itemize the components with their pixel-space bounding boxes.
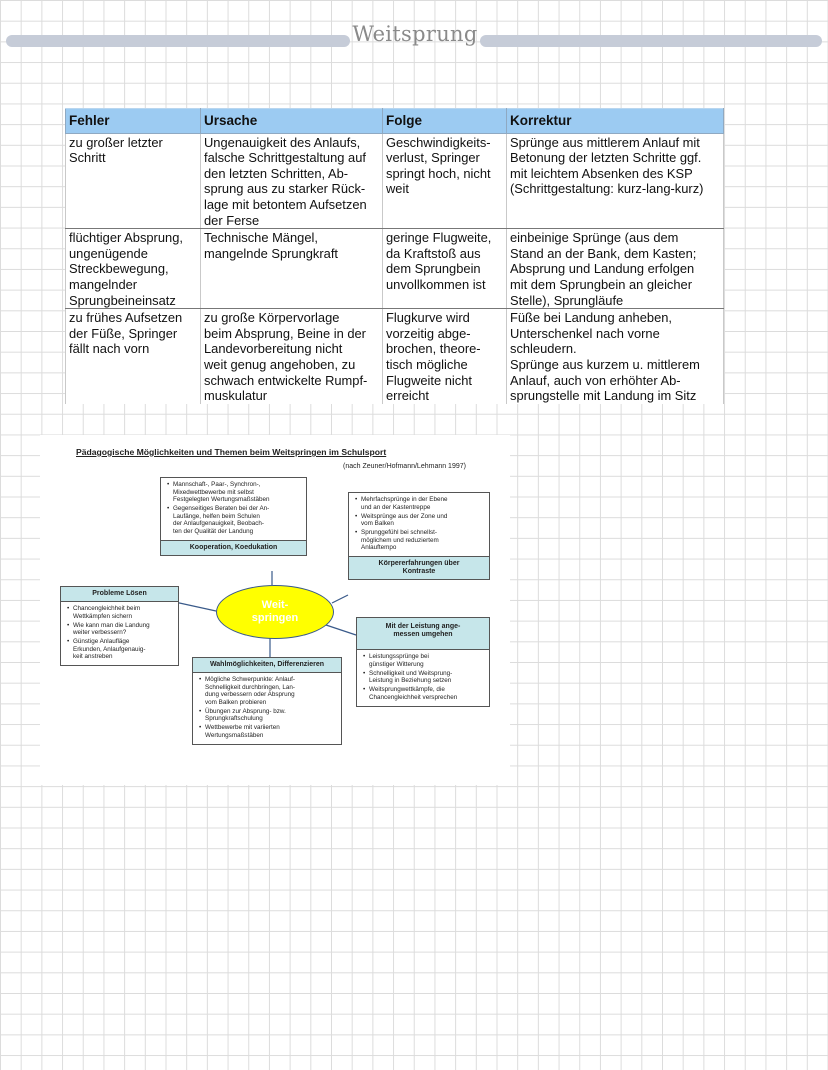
header-korrektur: Korrektur bbox=[507, 109, 724, 134]
koerper-list bbox=[349, 493, 489, 556]
box-probleme-loesen bbox=[60, 586, 179, 666]
diagram-source: (nach Zeuner/Hofmann/Lehmann 1997) bbox=[343, 463, 466, 470]
box-leistung bbox=[356, 617, 490, 707]
list-item: • Weitsprungwettkämpfe, die Chancengleichheit versprechen bbox=[364, 686, 486, 701]
cell-fehler: zu frühes Aufsetzen der Füße, Springer fällt nach vorn bbox=[66, 309, 201, 404]
list-item: • Sprunggefühl bei schnellst- möglichem und reduziertem Anlauftempo bbox=[356, 529, 486, 552]
list-item: • Weitsprünge aus der Zone und vom Balken bbox=[356, 513, 486, 528]
table-row bbox=[66, 133, 724, 229]
cell-fehler: flüchtiger Absprung, ungenügende Streckbewegung, mangelnder Sprungbeineinsatz bbox=[66, 229, 201, 309]
title-rule-right bbox=[480, 35, 822, 47]
box-koerpererfahrungen bbox=[348, 492, 490, 580]
koerper-heading: Körpererfahrungen über Kontraste bbox=[349, 556, 489, 579]
box-wahlmoeglichkeiten bbox=[192, 657, 342, 745]
mindmap-diagram bbox=[40, 435, 510, 785]
list-item: • Übungen zur Absprung- bzw. Sprungkraftschulung bbox=[200, 708, 338, 723]
cell-folge: geringe Flugweite, da Kraftstoß aus dem Sprungbein unvollkommen ist bbox=[383, 229, 507, 309]
cell-folge: Geschwindigkeits- verlust, Springer springt hoch, nicht weit bbox=[383, 133, 507, 229]
cell-folge: Flugkurve wird vorzeitig abge- brochen, theore- tisch mögliche Flugweite nicht erreicht bbox=[383, 309, 507, 404]
header-ursache: Ursache bbox=[201, 109, 383, 134]
cell-korrektur: Sprünge aus mittlerem Anlauf mit Betonung der letzten Schritte ggf. mit leichtem Absenken des KSP (Schrittgestaltung: kurz-lang-kurz) bbox=[507, 133, 724, 229]
connector-right-bottom bbox=[326, 625, 356, 635]
header-folge: Folge bbox=[383, 109, 507, 134]
header-fehler: Fehler bbox=[66, 109, 201, 134]
kooperation-heading: Kooperation, Koedukation bbox=[161, 540, 306, 555]
page-title: Weitsprung bbox=[352, 22, 478, 46]
table-row bbox=[66, 229, 724, 309]
table-row bbox=[66, 309, 724, 404]
list-item: • Günstige Anlaufläge Erkunden, Anlaufgenauig- keit anstreben bbox=[68, 638, 175, 661]
cell-korrektur: einbeinige Sprünge (aus dem Stand an der Bank, dem Kasten; Absprung und Landung erfolgen mit dem Sprungbein an gleicher Stelle), Sprungläufe bbox=[507, 229, 724, 309]
title-rule-left bbox=[6, 35, 350, 47]
probleme-list bbox=[61, 602, 178, 665]
cell-ursache: Technische Mängel, mangelnde Sprungkraft bbox=[201, 229, 383, 309]
list-item: • Chancengleichheit beim Wettkämpfen sichern bbox=[68, 605, 175, 620]
wahl-list bbox=[193, 673, 341, 744]
cell-korrektur: Füße bei Landung anheben, Unterschenkel nach vorne schleudern. Sprünge aus kurzem u. mittlerem Anlauf, auch von erhöhter Ab- sprungstelle mit Landung im Sitz bbox=[507, 309, 724, 404]
cell-fehler: zu großer letzter Schritt bbox=[66, 133, 201, 229]
list-item: • Leistungssprünge bei günstiger Witterung bbox=[364, 653, 486, 668]
kooperation-list bbox=[161, 478, 306, 540]
center-node-label: Weit- springen bbox=[251, 599, 299, 624]
box-kooperation bbox=[160, 477, 307, 556]
cell-ursache: Ungenauigkeit des Anlaufs, falsche Schrittgestaltung auf den letzten Schritten, Ab- sprung aus zu starker Rück- lage mit betontem Aufsetzen der Ferse bbox=[201, 133, 383, 229]
probleme-heading: Probleme Lösen bbox=[61, 587, 178, 602]
leistung-list bbox=[357, 650, 489, 706]
connector-right-top bbox=[332, 595, 348, 603]
table-header-row bbox=[66, 109, 724, 134]
error-table bbox=[65, 108, 724, 404]
list-item: • Mannschaft-, Paar-, Synchron-, Mixedwettbewerbe mit selbst Festgelegten Wertungsmaßstäben bbox=[168, 481, 303, 504]
center-node-weitspringen bbox=[216, 585, 334, 639]
list-item: • Mögliche Schwerpunkte: Anlauf- Schnelligkeit durchbringen, Lan- dung verbessern oder Absprung vom Balken probieren bbox=[200, 676, 338, 706]
wahl-heading: Wahlmöglichkeiten, Differenzieren bbox=[193, 658, 341, 673]
list-item: • Schnelligkeit und Weitsprung- Leistung in Beziehung setzen bbox=[364, 670, 486, 685]
list-item: • Mehrfachsprünge in der Ebene und an der Kastentreppe bbox=[356, 496, 486, 511]
cell-ursache: zu große Körpervorlage beim Absprung, Beine in der Landevorbereitung nicht weit genug angehoben, zu schwach entwickelte Rumpf- muskulatur bbox=[201, 309, 383, 404]
list-item: • Gegenseitiges Beraten bei der An- Laufänge, helfen beim Schulen der Anlaufgenauigkeit, Beobach- ten der Qualität der Landung bbox=[168, 505, 303, 535]
leistung-heading: Mit der Leistung ange- messen umgehen bbox=[357, 618, 489, 650]
list-item: • Wettbewerbe mit variierten Wertungsmaßstäben bbox=[200, 724, 338, 739]
diagram-title: Pädagogische Möglichkeiten und Themen beim Weitspringen im Schulsport bbox=[76, 447, 387, 457]
list-item: • Wie kann man die Landung weiter verbessern? bbox=[68, 622, 175, 637]
